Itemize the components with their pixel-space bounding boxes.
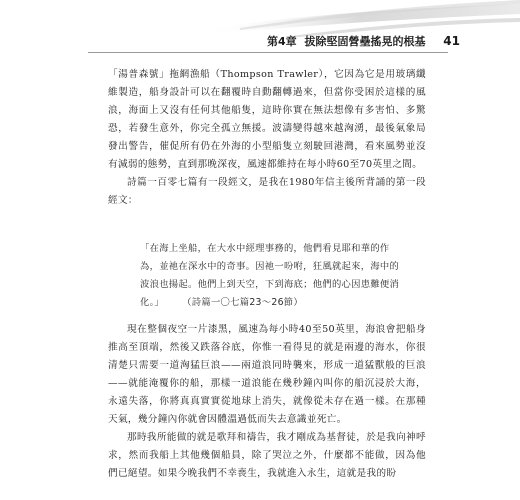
body-text-top [108,66,426,210]
quote-citation: （詩篇一〇七篇23～26節） [182,297,303,308]
paragraph: 現在整個夜空一片漆黑，風速為每小時40至50英里，海浪會把船身推高至頂端，然後又跌落谷底，你惟一看得見的就是兩邊的海水，你很清楚只需要一道洶猛巨浪——兩道浪同時襲來，形成一道猛獸般的巨浪——就能淹覆你的船，那樣一道浪能在幾秒鐘內叫你的船沉浸於大海，永遠失落，你將真真實實從地球上消失，就像從未存在過一樣。在那種天氣，幾分鐘內你就會因體溫過低而失去意識並死亡。 [108,324,426,425]
page-number: 41 [443,34,460,48]
paragraph: 那時我所能做的就是歌拜和禱告，我才剛成為基督徒，於是我向神呼求，然而我船上其他幾個船員，除了哭泣之外，什麼都不能做，因為他們已絕望。如果今晚我們不幸喪生，我就進入永生，這就是我的盼 [108,432,426,479]
scripture-quote [140,240,406,312]
quote-body: 「在海上坐船，在大水中經理事務的，他們看見耶和華的作為，並祂在深水中的奇事。因祂一吩咐，狂風就起來，海中的波浪也揚起。他們上到天空，下到海底；他們的心因患難便消化。」 [140,243,400,308]
running-head [260,33,460,49]
paragraph: 「湯普森號」拖網漁船（Thompson Trawler），它因為它是用玻璃纖維製造，船身設計可以在翻覆時自動翻轉過來，但當你受困於這樣的風浪，海面上又沒有任何其他船隻，這時你實在無法想像有多害怕、多驚恐，若發生意外，你完全孤立無援。波濤變得越來越洶湧，最後氣象局發出警告，催促所有仍在外海的小型船隻立刻駛回港灣，看來風勢並沒有減弱的態勢，直到那晚深夜，風速都維持在每小時60至70英里之間。 [108,69,426,170]
body-text-bottom [108,321,426,483]
header-rule [88,52,448,53]
chapter-label: 第4章 [266,35,297,48]
chapter-title: 拔除堅固營壘搖晃的根基 [304,35,426,48]
paragraph: 詩篇一百零七篇有一段經文，是我在1980年信主後所背誦的第一段經文： [108,177,426,206]
quote-text [140,240,406,312]
